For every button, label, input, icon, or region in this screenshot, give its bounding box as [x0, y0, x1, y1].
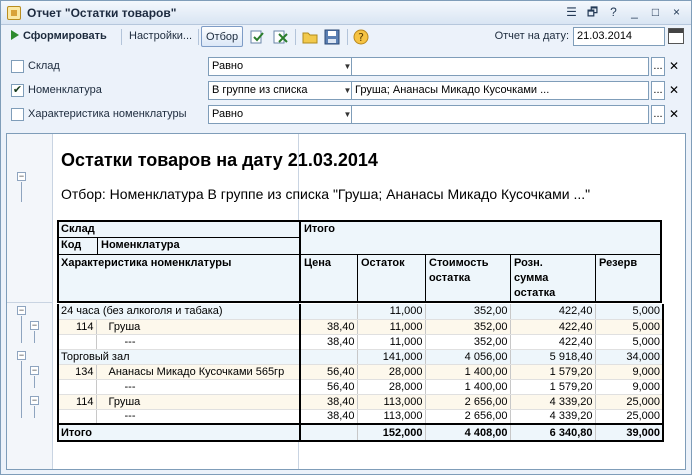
- select-value-button[interactable]: ...: [651, 57, 665, 76]
- filter-checkbox-nomenclature[interactable]: ✔: [12, 84, 23, 96]
- cell-reserve: 5,000: [595, 334, 663, 349]
- cell-reserve: 5,000: [595, 304, 663, 319]
- header-price: Цена: [304, 257, 332, 269]
- total-reserve: 39,000: [595, 424, 663, 441]
- filter-row-characteristic: [11, 105, 681, 125]
- table-row: [58, 394, 663, 409]
- cell-cost: 352,00: [425, 304, 510, 319]
- table-row: [58, 319, 663, 334]
- group-line: [34, 331, 35, 343]
- header-warehouse: Склад: [61, 223, 95, 235]
- grouping-gutter: [7, 134, 53, 469]
- cell-cost: 4 056,00: [425, 349, 510, 364]
- report-date-label: Отчет на дату:: [494, 30, 569, 42]
- save-icon[interactable]: [324, 29, 340, 45]
- chevron-down-icon[interactable]: ▼: [343, 62, 352, 71]
- cell-warehouse: 24 часа (без алкоголя и табака): [58, 304, 300, 319]
- cell-retail: 4 339,20: [510, 409, 595, 424]
- title-bar: [1, 1, 691, 25]
- collapse-group-icon[interactable]: −: [31, 320, 38, 330]
- cell-price: 38,40: [300, 409, 357, 424]
- cell-code: [58, 334, 96, 349]
- cell-nomenclature: Ананасы Микадо Кусочками 565гр: [96, 364, 300, 379]
- filter-label-characteristic: Характеристика номенклатуры: [28, 108, 187, 120]
- total-row: [58, 424, 663, 441]
- cell-reserve: 9,000: [595, 379, 663, 394]
- table-row: [58, 304, 663, 319]
- cell-reserve: 25,000: [595, 394, 663, 409]
- header-retail-line2: сумма: [514, 272, 549, 284]
- header-divider: [97, 237, 98, 254]
- close-button[interactable]: ×: [672, 5, 680, 19]
- cell-code: [58, 409, 96, 424]
- cell-price: [300, 349, 357, 364]
- clear-value-icon[interactable]: ✕: [668, 107, 680, 121]
- cell-code: 114: [58, 319, 96, 334]
- cell-price: 56,40: [300, 379, 357, 394]
- total-balance: 152,000: [357, 424, 425, 441]
- generate-label: Сформировать: [23, 30, 107, 42]
- header-divider: [59, 254, 662, 255]
- table-row: [58, 379, 663, 394]
- header-reserve: Резерв: [599, 257, 638, 269]
- toolbar-separator: [121, 29, 122, 45]
- cell-retail: 5 918,40: [510, 349, 595, 364]
- table-row: [58, 334, 663, 349]
- header-cost-line2: остатка: [429, 272, 471, 284]
- filter-value-input[interactable]: [351, 105, 649, 124]
- cell-nomenclature: Груша: [96, 394, 300, 409]
- report-column-header: [57, 220, 662, 303]
- table-row: [58, 349, 663, 364]
- report-title: Остатки товаров на дату 21.03.2014: [61, 150, 378, 170]
- cell-balance: 28,000: [357, 364, 425, 379]
- table-row: [58, 409, 663, 424]
- condition-value: Равно: [212, 60, 244, 72]
- total-price: [300, 424, 357, 441]
- toolbar-separator: [295, 29, 296, 45]
- help-icon[interactable]: ?: [610, 5, 617, 19]
- filter-condition-select[interactable]: [208, 105, 356, 124]
- select-all-icon[interactable]: [250, 29, 266, 45]
- cell-balance: 11,000: [357, 319, 425, 334]
- cell-retail: 1 579,20: [510, 379, 595, 394]
- cell-retail: 4 339,20: [510, 394, 595, 409]
- cell-retail: 422,40: [510, 319, 595, 334]
- cell-nomenclature: ---: [96, 409, 300, 424]
- header-divider: [425, 254, 426, 301]
- header-nomenclature: Номенклатура: [101, 239, 180, 251]
- cell-cost: 2 656,00: [425, 394, 510, 409]
- total-cost: 4 408,00: [425, 424, 510, 441]
- chevron-down-icon[interactable]: ▼: [343, 86, 352, 95]
- toolbar-separator: [198, 29, 199, 45]
- report-spreadsheet[interactable]: [6, 133, 686, 470]
- cell-cost: 1 400,00: [425, 364, 510, 379]
- select-value-button[interactable]: ...: [651, 105, 665, 124]
- report-filter-line: Отбор: Номенклатура В группе из списка "Груша; Ананасы Микадо Кусочками ...": [61, 186, 591, 202]
- cell-code: [58, 379, 96, 394]
- cell-cost: 2 656,00: [425, 409, 510, 424]
- toolbar-separator: [347, 29, 348, 45]
- group-line: [34, 376, 35, 388]
- minimize-button[interactable]: _: [631, 5, 638, 19]
- filter-value-input[interactable]: [351, 57, 649, 76]
- total-label: Итого: [58, 424, 300, 441]
- group-line: [21, 361, 22, 418]
- help-circle-icon[interactable]: [353, 29, 369, 45]
- filter-toggle-button[interactable]: Отбор: [201, 26, 243, 47]
- total-retail: 6 340,80: [510, 424, 595, 441]
- toolbar: [5, 25, 689, 49]
- filter-label-nomenclature: Номенклатура: [28, 84, 102, 96]
- header-divider: [299, 222, 301, 301]
- cell-reserve: 25,000: [595, 409, 663, 424]
- group-line: [34, 406, 35, 418]
- select-value-button[interactable]: ...: [651, 81, 665, 100]
- window-title: Отчет "Остатки товаров": [27, 6, 177, 20]
- clear-value-icon[interactable]: ✕: [668, 59, 680, 73]
- filter-checkbox-characteristic[interactable]: [11, 108, 24, 121]
- table-row: [58, 364, 663, 379]
- cell-price: [300, 304, 357, 319]
- calendar-icon[interactable]: [668, 28, 684, 44]
- restore-panel-icon[interactable]: 🗗: [586, 5, 599, 19]
- open-folder-icon[interactable]: [302, 29, 318, 45]
- report-date-input[interactable]: 21.03.2014: [573, 27, 665, 46]
- group-line: [21, 316, 22, 343]
- header-total: Итого: [304, 223, 336, 235]
- cell-nomenclature: ---: [96, 334, 300, 349]
- cell-balance: 141,000: [357, 349, 425, 364]
- header-code: Код: [61, 239, 82, 251]
- filter-row-nomenclature: [11, 81, 681, 101]
- filter-condition-select[interactable]: [208, 81, 356, 100]
- window-controls: [563, 5, 685, 21]
- filter-label-warehouse: Склад: [28, 60, 60, 72]
- cell-balance: 11,000: [357, 304, 425, 319]
- header-divider: [59, 237, 299, 238]
- cell-reserve: 5,000: [595, 319, 663, 334]
- filter-row-warehouse: [11, 57, 681, 77]
- cell-warehouse: Торговый зал: [58, 349, 300, 364]
- cell-reserve: 34,000: [595, 349, 663, 364]
- report-data-table: [57, 304, 664, 442]
- cell-cost: 352,00: [425, 319, 510, 334]
- cell-retail: 422,40: [510, 304, 595, 319]
- header-characteristic: Характеристика номенклатуры: [61, 257, 232, 269]
- cell-balance: 113,000: [357, 394, 425, 409]
- report-app-icon: [7, 6, 21, 20]
- deselect-all-icon[interactable]: [273, 29, 289, 45]
- condition-value: В группе из списка: [212, 84, 308, 96]
- filter-value-input[interactable]: Груша; Ананасы Микадо Кусочками ...: [351, 81, 649, 100]
- cell-code: 134: [58, 364, 96, 379]
- cell-balance: 11,000: [357, 334, 425, 349]
- cell-balance: 28,000: [357, 379, 425, 394]
- filter-checkbox-warehouse[interactable]: [11, 60, 24, 73]
- collapse-group-icon[interactable]: −: [18, 171, 25, 181]
- maximize-button[interactable]: □: [651, 5, 660, 19]
- cell-nomenclature: ---: [96, 379, 300, 394]
- cell-cost: 1 400,00: [425, 379, 510, 394]
- cell-retail: 1 579,20: [510, 364, 595, 379]
- cell-cost: 352,00: [425, 334, 510, 349]
- collapse-group-icon[interactable]: −: [31, 365, 38, 375]
- collapse-group-icon[interactable]: −: [18, 350, 25, 360]
- cell-price: 56,40: [300, 364, 357, 379]
- header-retail-line1: Розн.: [514, 257, 543, 269]
- cell-price: 38,40: [300, 394, 357, 409]
- cell-nomenclature: Груша: [96, 319, 300, 334]
- cell-price: 38,40: [300, 334, 357, 349]
- cell-price: 38,40: [300, 319, 357, 334]
- svg-text:?: ?: [358, 31, 364, 44]
- header-divider: [595, 254, 596, 301]
- header-retail-line3: остатка: [514, 287, 556, 299]
- group-line: [21, 182, 22, 202]
- header-cost-line1: Стоимость: [429, 257, 489, 269]
- collapse-group-icon[interactable]: −: [31, 395, 38, 405]
- condition-value: Равно: [212, 108, 244, 120]
- chevron-down-icon[interactable]: ▼: [343, 110, 352, 119]
- cell-reserve: 9,000: [595, 364, 663, 379]
- cell-code: 114: [58, 394, 96, 409]
- cell-balance: 113,000: [357, 409, 425, 424]
- gutter-divider: [7, 302, 53, 303]
- menu-icon[interactable]: ☰: [566, 5, 577, 19]
- settings-button[interactable]: Настройки...: [129, 30, 193, 42]
- header-divider: [357, 254, 358, 301]
- header-balance: Остаток: [361, 257, 405, 269]
- clear-value-icon[interactable]: ✕: [668, 83, 680, 97]
- play-icon: [11, 30, 19, 40]
- generate-button[interactable]: [7, 26, 111, 47]
- collapse-group-icon[interactable]: −: [18, 305, 25, 315]
- header-divider: [510, 254, 511, 301]
- filter-condition-select[interactable]: [208, 57, 356, 76]
- cell-retail: 422,40: [510, 334, 595, 349]
